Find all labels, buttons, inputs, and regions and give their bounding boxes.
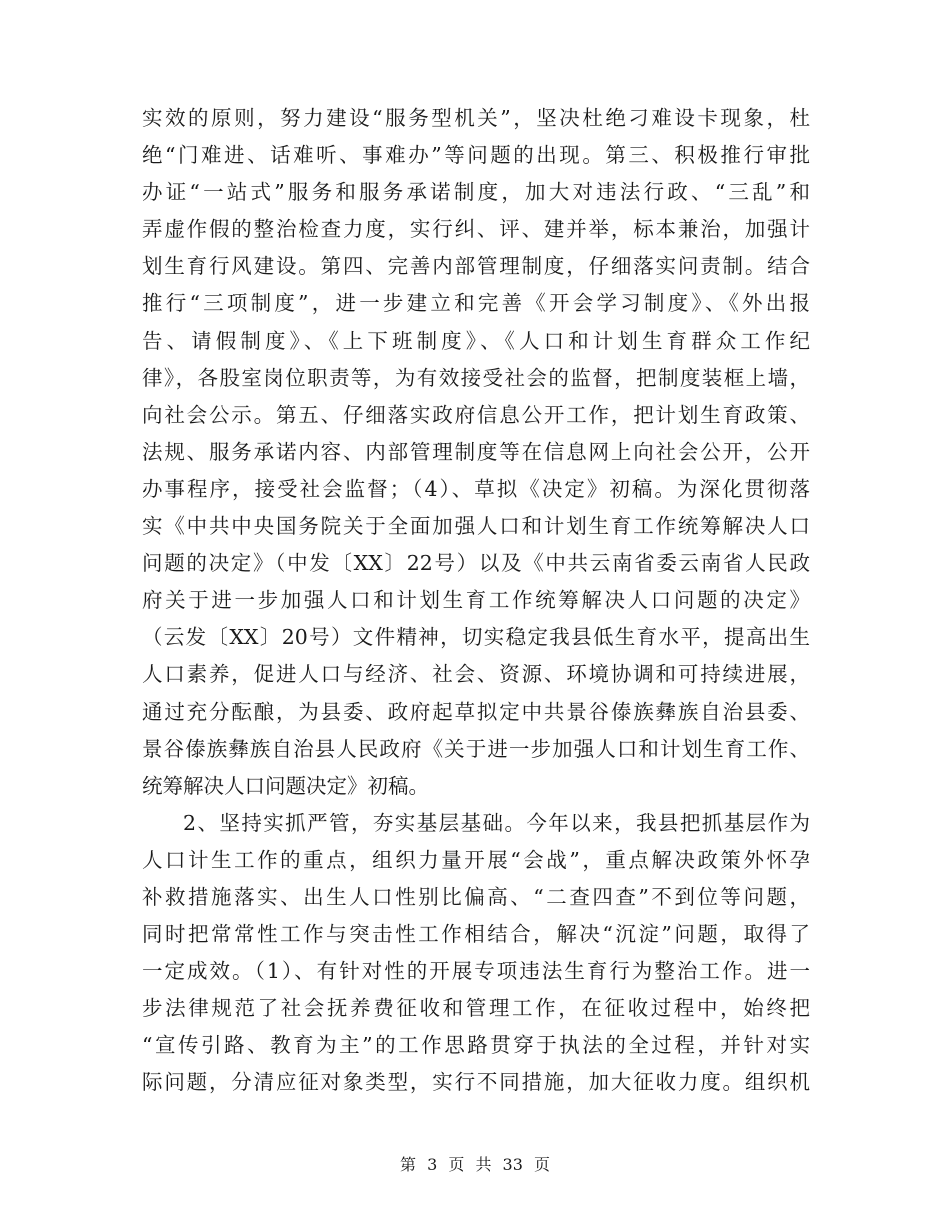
text-line: 人口计生工作的重点，组织力量开展“会战”，重点解决政策外怀孕 xyxy=(142,847,810,872)
text-line: 划生育行风建设。第四、完善内部管理制度，仔细落实问责制。结合 xyxy=(142,254,810,279)
text-line: 绝“门难进、话难听、事难办”等问题的出现。第三、积极推行审批 xyxy=(142,143,810,168)
document-body xyxy=(142,100,810,1102)
text-line: 通过充分酝酿，为县委、政府起草拟定中共景谷傣族彝族自治县委、 xyxy=(142,699,810,724)
text-line: 景谷傣族彝族自治县人民政府《关于进一步加强人口和计划生育工作、 xyxy=(142,736,810,761)
text-line: 律》，各股室岗位职责等，为有效接受社会的监督，把制度装框上墙， xyxy=(142,365,810,390)
text-line: 向社会公示。第五、仔细落实政府信息公开工作，把计划生育政策、 xyxy=(142,402,810,427)
text-line: 弄虚作假的整治检查力度，实行纠、评、建并举，标本兼治，加强计 xyxy=(142,217,810,242)
text-line: 问题的决定》（中发〔XX〕22号）以及《中共云南省委云南省人民政 xyxy=(142,551,810,576)
text-line: 法规、服务承诺内容、内部管理制度等在信息网上向社会公开，公开 xyxy=(142,439,810,464)
text-line: 实《中共中央国务院关于全面加强人口和计划生育工作统筹解决人口 xyxy=(142,514,810,539)
text-line: 步法律规范了社会抚养费征收和管理工作，在征收过程中，始终把 xyxy=(142,996,810,1021)
text-line: 办证“一站式”服务和服务承诺制度，加大对违法行政、“三乱”和 xyxy=(142,180,810,205)
text-line: 际问题，分清应征对象类型，实行不同措施，加大征收力度。组织机 xyxy=(142,1070,810,1095)
text-line: 办事程序，接受社会监督；（4）、草拟《决定》初稿。为深化贯彻落 xyxy=(142,476,810,501)
paragraph-start-line: 2、坚持实抓严管，夯实基层基础。今年以来，我县把抓基层作为 xyxy=(183,810,810,835)
text-line: 统筹解决人口问题决定》初稿。 xyxy=(142,773,429,798)
page-number-footer: 第 3 页 共 33 页 xyxy=(400,1155,550,1174)
text-line: 同时把常常性工作与突击性工作相结合，解决“沉淀”问题，取得了 xyxy=(142,922,810,947)
text-line: 府关于进一步加强人口和计划生育工作统筹解决人口问题的决定》 xyxy=(142,588,810,613)
text-line: 补救措施落实、出生人口性别比偏高、“二查四查”不到位等问题， xyxy=(142,884,810,909)
text-line: （云发〔XX〕20号）文件精神，切实稳定我县低生育水平，提高出生 xyxy=(142,625,810,650)
text-line: 告、请假制度》、《上下班制度》、《人口和计划生育群众工作纪 xyxy=(142,328,810,353)
text-line: 推行“三项制度”，进一步建立和完善《开会学习制度》、《外出报 xyxy=(142,291,810,316)
text-line: 人口素养，促进人口与经济、社会、资源、环境协调和可持续进展， xyxy=(142,662,810,687)
text-line: 实效的原则，努力建设“服务型机关”，坚决杜绝刁难设卡现象，杜 xyxy=(142,106,810,130)
text-line: 一定成效。（1）、有针对性的开展专项违法生育行为整治工作。进一 xyxy=(142,959,810,984)
text-line: “宣传引路、教育为主”的工作思路贯穿于执法的全过程，并针对实 xyxy=(142,1033,810,1058)
